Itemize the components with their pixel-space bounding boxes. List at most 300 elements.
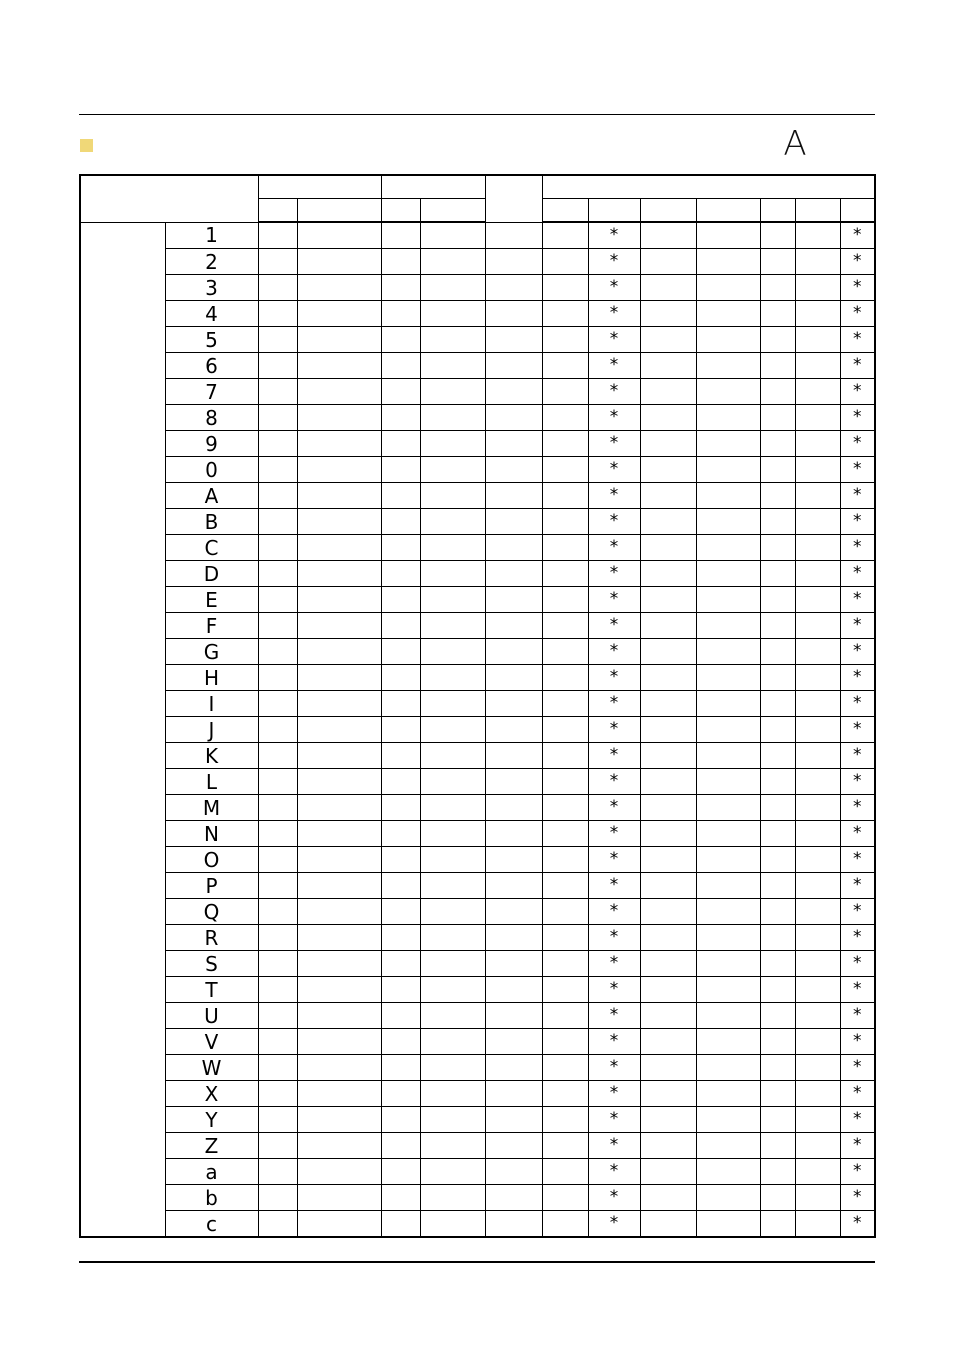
empty-cell (297, 717, 381, 743)
empty-cell (640, 1003, 696, 1029)
empty-cell (381, 561, 420, 587)
empty-cell (381, 1055, 420, 1081)
empty-cell (760, 431, 795, 457)
empty-cell (381, 613, 420, 639)
empty-cell (696, 561, 760, 587)
empty-cell (542, 847, 588, 873)
empty-cell (297, 275, 381, 301)
empty-cell (760, 665, 795, 691)
table-row (80, 1081, 875, 1107)
empty-cell (542, 301, 588, 327)
empty-cell (760, 1107, 795, 1133)
empty-cell (258, 275, 297, 301)
empty-cell (258, 1003, 297, 1029)
row-code: G (165, 639, 258, 665)
table-row (80, 769, 875, 795)
row-code: F (165, 613, 258, 639)
row-mark-a: * (588, 483, 640, 509)
row-mark-a: * (588, 769, 640, 795)
empty-cell (696, 405, 760, 431)
empty-cell (542, 795, 588, 821)
empty-cell (485, 535, 542, 561)
row-mark-b: * (840, 613, 875, 639)
header-group-1 (258, 175, 381, 199)
header-subcell (542, 199, 588, 223)
row-mark-a: * (588, 561, 640, 587)
row-mark-b: * (840, 795, 875, 821)
row-mark-a: * (588, 1107, 640, 1133)
empty-cell (696, 795, 760, 821)
empty-cell (381, 821, 420, 847)
empty-cell (542, 1029, 588, 1055)
empty-cell (381, 1003, 420, 1029)
empty-cell (542, 535, 588, 561)
empty-cell (258, 847, 297, 873)
table-row (80, 795, 875, 821)
empty-cell (297, 899, 381, 925)
row-code: 5 (165, 327, 258, 353)
row-code: 7 (165, 379, 258, 405)
empty-cell (420, 222, 485, 249)
row-mark-b: * (840, 1029, 875, 1055)
empty-cell (760, 613, 795, 639)
row-mark-b: * (840, 457, 875, 483)
empty-cell (795, 925, 840, 951)
empty-cell (485, 795, 542, 821)
empty-cell (297, 431, 381, 457)
empty-cell (297, 873, 381, 899)
empty-cell (760, 249, 795, 275)
empty-cell (420, 951, 485, 977)
empty-cell (420, 535, 485, 561)
table-row (80, 717, 875, 743)
empty-cell (795, 821, 840, 847)
empty-cell (297, 535, 381, 561)
empty-cell (640, 535, 696, 561)
row-mark-b: * (840, 1003, 875, 1029)
empty-cell (760, 509, 795, 535)
row-mark-a: * (588, 1185, 640, 1211)
row-code: O (165, 847, 258, 873)
empty-cell (760, 1185, 795, 1211)
empty-cell (542, 665, 588, 691)
empty-cell (795, 587, 840, 613)
empty-cell (258, 457, 297, 483)
empty-cell (795, 1081, 840, 1107)
empty-cell (258, 691, 297, 717)
empty-cell (297, 1185, 381, 1211)
empty-cell (258, 249, 297, 275)
empty-cell (696, 1003, 760, 1029)
header-single-col (485, 175, 542, 222)
empty-cell (795, 1211, 840, 1238)
table-row (80, 431, 875, 457)
empty-cell (420, 1107, 485, 1133)
row-mark-b: * (840, 1107, 875, 1133)
empty-cell (696, 639, 760, 665)
empty-cell (696, 1107, 760, 1133)
corner-letter: A (783, 124, 807, 164)
table-row (80, 1159, 875, 1185)
row-mark-a: * (588, 405, 640, 431)
empty-cell (640, 249, 696, 275)
empty-cell (258, 873, 297, 899)
row-code: Z (165, 1133, 258, 1159)
empty-cell (297, 353, 381, 379)
empty-cell (795, 899, 840, 925)
table-row (80, 483, 875, 509)
empty-cell (640, 925, 696, 951)
empty-cell (760, 821, 795, 847)
empty-cell (640, 847, 696, 873)
table-row (80, 1003, 875, 1029)
row-code: Q (165, 899, 258, 925)
table-row (80, 899, 875, 925)
empty-cell (381, 665, 420, 691)
empty-cell (258, 743, 297, 769)
empty-cell (542, 639, 588, 665)
empty-cell (297, 587, 381, 613)
empty-cell (258, 613, 297, 639)
empty-cell (696, 587, 760, 613)
empty-cell (542, 249, 588, 275)
empty-cell (420, 639, 485, 665)
empty-cell (640, 457, 696, 483)
empty-cell (696, 301, 760, 327)
empty-cell (640, 1159, 696, 1185)
empty-cell (795, 795, 840, 821)
empty-cell (542, 457, 588, 483)
row-code: L (165, 769, 258, 795)
row-code: 8 (165, 405, 258, 431)
row-mark-a: * (588, 1211, 640, 1238)
header-subcell (381, 199, 420, 223)
row-mark-a: * (588, 353, 640, 379)
empty-cell (485, 275, 542, 301)
empty-cell (485, 327, 542, 353)
empty-cell (696, 327, 760, 353)
empty-cell (696, 665, 760, 691)
empty-cell (760, 1081, 795, 1107)
empty-cell (258, 1029, 297, 1055)
row-code: I (165, 691, 258, 717)
empty-cell (760, 743, 795, 769)
empty-cell (381, 743, 420, 769)
empty-cell (640, 327, 696, 353)
empty-cell (542, 222, 588, 249)
empty-cell (258, 1055, 297, 1081)
header-row-1 (80, 175, 875, 199)
empty-cell (542, 1107, 588, 1133)
empty-cell (381, 483, 420, 509)
empty-cell (420, 1159, 485, 1185)
empty-cell (795, 431, 840, 457)
empty-cell (297, 951, 381, 977)
row-code: T (165, 977, 258, 1003)
empty-cell (381, 1185, 420, 1211)
empty-cell (696, 925, 760, 951)
row-mark-a: * (588, 1055, 640, 1081)
row-code: a (165, 1159, 258, 1185)
empty-cell (420, 613, 485, 639)
empty-cell (420, 1003, 485, 1029)
empty-cell (696, 1159, 760, 1185)
row-code: K (165, 743, 258, 769)
header-subcell (297, 199, 381, 223)
empty-cell (696, 509, 760, 535)
empty-cell (485, 1081, 542, 1107)
row-code: 1 (165, 222, 258, 249)
empty-cell (760, 587, 795, 613)
row-mark-a: * (588, 1159, 640, 1185)
empty-cell (420, 275, 485, 301)
empty-cell (258, 1081, 297, 1107)
row-code: W (165, 1055, 258, 1081)
empty-cell (542, 327, 588, 353)
row-code: 0 (165, 457, 258, 483)
empty-cell (485, 379, 542, 405)
empty-cell (381, 795, 420, 821)
empty-cell (795, 665, 840, 691)
empty-cell (297, 301, 381, 327)
empty-cell (542, 1003, 588, 1029)
empty-cell (420, 821, 485, 847)
empty-cell (381, 222, 420, 249)
row-code: 6 (165, 353, 258, 379)
empty-cell (258, 222, 297, 249)
empty-cell (640, 665, 696, 691)
empty-cell (795, 1107, 840, 1133)
empty-cell (760, 535, 795, 561)
empty-cell (381, 1211, 420, 1238)
empty-cell (795, 951, 840, 977)
empty-cell (640, 405, 696, 431)
row-mark-b: * (840, 925, 875, 951)
empty-cell (485, 483, 542, 509)
row-mark-b: * (840, 1081, 875, 1107)
row-mark-b: * (840, 951, 875, 977)
empty-cell (381, 1081, 420, 1107)
empty-cell (795, 327, 840, 353)
empty-cell (542, 613, 588, 639)
empty-cell (420, 587, 485, 613)
row-mark-b: * (840, 275, 875, 301)
empty-cell (258, 1185, 297, 1211)
empty-cell (258, 899, 297, 925)
row-mark-a: * (588, 222, 640, 249)
table-row (80, 587, 875, 613)
row-mark-b: * (840, 535, 875, 561)
empty-cell (381, 327, 420, 353)
empty-cell (696, 951, 760, 977)
empty-cell (760, 275, 795, 301)
empty-cell (640, 769, 696, 795)
empty-cell (760, 1055, 795, 1081)
empty-cell (760, 1003, 795, 1029)
empty-cell (542, 769, 588, 795)
empty-cell (542, 899, 588, 925)
row-mark-b: * (840, 327, 875, 353)
table-row (80, 1107, 875, 1133)
empty-cell (696, 379, 760, 405)
row-mark-b: * (840, 1159, 875, 1185)
empty-cell (760, 1159, 795, 1185)
empty-cell (420, 769, 485, 795)
empty-cell (258, 561, 297, 587)
row-mark-b: * (840, 301, 875, 327)
row-mark-b: * (840, 561, 875, 587)
row-mark-a: * (588, 327, 640, 353)
empty-cell (795, 639, 840, 665)
empty-cell (258, 951, 297, 977)
row-mark-a: * (588, 275, 640, 301)
empty-cell (381, 457, 420, 483)
row-code: 9 (165, 431, 258, 457)
empty-cell (640, 379, 696, 405)
row-code: E (165, 587, 258, 613)
empty-cell (420, 483, 485, 509)
row-mark-a: * (588, 1133, 640, 1159)
empty-cell (760, 457, 795, 483)
row-mark-a: * (588, 1003, 640, 1029)
empty-cell (795, 509, 840, 535)
empty-cell (258, 535, 297, 561)
table-row (80, 353, 875, 379)
empty-cell (795, 275, 840, 301)
empty-cell (381, 431, 420, 457)
empty-cell (297, 1055, 381, 1081)
empty-cell (381, 951, 420, 977)
header-subcell (420, 199, 485, 223)
empty-cell (542, 1133, 588, 1159)
code-table (79, 174, 876, 1238)
empty-cell (760, 1211, 795, 1238)
row-mark-a: * (588, 1029, 640, 1055)
empty-cell (696, 743, 760, 769)
empty-cell (297, 1211, 381, 1238)
header-group-2 (381, 175, 485, 199)
empty-cell (696, 1133, 760, 1159)
empty-cell (420, 717, 485, 743)
empty-cell (297, 405, 381, 431)
empty-cell (420, 1029, 485, 1055)
empty-cell (420, 1133, 485, 1159)
row-mark-b: * (840, 847, 875, 873)
empty-cell (420, 249, 485, 275)
empty-cell (696, 613, 760, 639)
empty-cell (258, 977, 297, 1003)
table-row (80, 1055, 875, 1081)
empty-cell (420, 327, 485, 353)
empty-cell (485, 301, 542, 327)
empty-cell (696, 899, 760, 925)
empty-cell (542, 483, 588, 509)
header-subcell (258, 199, 297, 223)
empty-cell (485, 1003, 542, 1029)
empty-cell (795, 379, 840, 405)
table-row (80, 613, 875, 639)
empty-cell (760, 717, 795, 743)
empty-cell (640, 509, 696, 535)
header-subcell (640, 199, 696, 223)
empty-cell (297, 769, 381, 795)
empty-cell (381, 925, 420, 951)
row-code: R (165, 925, 258, 951)
empty-cell (258, 431, 297, 457)
empty-cell (420, 1081, 485, 1107)
row-code: 2 (165, 249, 258, 275)
empty-cell (297, 665, 381, 691)
empty-cell (795, 1133, 840, 1159)
empty-cell (381, 691, 420, 717)
empty-cell (760, 483, 795, 509)
empty-cell (760, 795, 795, 821)
empty-cell (640, 639, 696, 665)
row-code: V (165, 1029, 258, 1055)
row-code: A (165, 483, 258, 509)
empty-cell (795, 977, 840, 1003)
row-mark-a: * (588, 535, 640, 561)
empty-cell (795, 535, 840, 561)
empty-cell (485, 431, 542, 457)
empty-cell (485, 353, 542, 379)
table-row (80, 561, 875, 587)
table-row (80, 457, 875, 483)
empty-cell (542, 587, 588, 613)
empty-cell (297, 1081, 381, 1107)
empty-cell (485, 821, 542, 847)
empty-cell (542, 1081, 588, 1107)
empty-cell (485, 951, 542, 977)
empty-cell (696, 873, 760, 899)
empty-cell (297, 509, 381, 535)
empty-cell (795, 873, 840, 899)
row-mark-a: * (588, 509, 640, 535)
empty-cell (795, 1055, 840, 1081)
table-row (80, 535, 875, 561)
empty-cell (640, 691, 696, 717)
empty-cell (485, 899, 542, 925)
empty-cell (297, 1029, 381, 1055)
empty-cell (420, 301, 485, 327)
empty-cell (485, 1107, 542, 1133)
empty-cell (640, 873, 696, 899)
empty-cell (640, 1029, 696, 1055)
empty-cell (640, 275, 696, 301)
row-mark-b: * (840, 1133, 875, 1159)
row-mark-a: * (588, 873, 640, 899)
empty-cell (795, 847, 840, 873)
empty-cell (420, 847, 485, 873)
empty-cell (795, 483, 840, 509)
header-subcell (588, 199, 640, 223)
empty-cell (258, 587, 297, 613)
empty-cell (381, 717, 420, 743)
empty-cell (640, 795, 696, 821)
empty-cell (381, 379, 420, 405)
empty-cell (420, 509, 485, 535)
empty-cell (420, 795, 485, 821)
empty-cell (542, 509, 588, 535)
row-mark-a: * (588, 977, 640, 1003)
empty-cell (485, 847, 542, 873)
table-row (80, 327, 875, 353)
empty-cell (381, 639, 420, 665)
empty-cell (795, 1029, 840, 1055)
row-code: 3 (165, 275, 258, 301)
empty-cell (696, 717, 760, 743)
empty-cell (297, 249, 381, 275)
